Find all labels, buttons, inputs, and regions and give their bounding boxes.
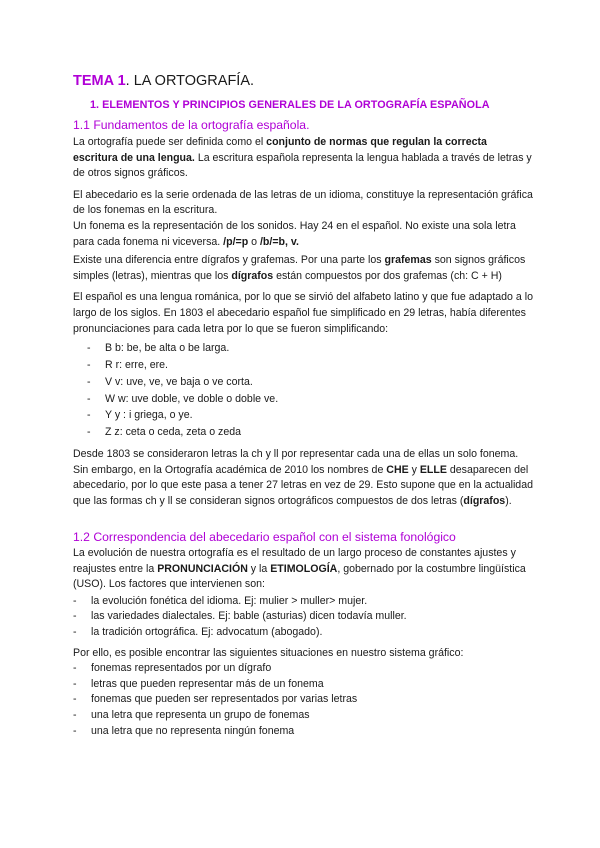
paragraph-situaciones: Por ello, es posible encontrar las siguientes situaciones en nuestro sistema gráfico: <box>73 646 464 659</box>
paragraph-1803 <box>73 447 533 509</box>
list-item: - fonemas que pueden ser representados por varias letras <box>73 692 533 708</box>
list-item: - V v: uve, ve, ve baja o ve corta. <box>87 374 533 391</box>
text-run: , gobernado por la costumbre lingüística (USO). Los factores que intervienen son: <box>73 562 526 591</box>
list-item: - una letra que no representa ningún fonema <box>73 724 533 740</box>
paragraph-evolucion <box>73 546 533 593</box>
title-text: LA ORTOGRAFÍA. <box>129 73 255 89</box>
paragraph-abecedario: El abecedario es la serie ordenada de las letras de un idioma, constituye la representación gráfica de los fonemas en la escritura. <box>73 188 533 217</box>
bold-run: /p/=p <box>223 235 249 248</box>
list-item: - Z z: ceta o ceda, zeta o zeda <box>87 424 533 441</box>
list-item: - fonemas representados por un dígrafo <box>73 661 533 677</box>
bold-run: /b/=b, v. <box>259 235 299 248</box>
bold-run: grafemas <box>384 254 432 267</box>
text-run: Desde 1803 se consideraron letras la ch y ll por representar cada una de ellas un solo fonema. Sin embargo, en la Ortografía académica de 2010 los nombres de <box>73 447 519 476</box>
section-2 <box>73 529 533 739</box>
text-run: La evolución de nuestra ortografía es el resultado de un largo proceso de constantes ajustes y reajustes entre la <box>73 547 516 575</box>
list-item: - R r: erre, ere. <box>87 357 533 374</box>
text-run: y <box>408 463 420 476</box>
text-run: y la <box>247 562 271 575</box>
bold-run: ETIMOLOGÍA <box>270 562 338 575</box>
text-run: desaparecen del abecedario, por lo que este pasa a tener 27 letras en vez de 29. Esto supone que en la actualidad que las formas ch y ll se consideran signos ortográficos compuestos de dos letras ( <box>73 463 533 507</box>
list-item: - letras que pueden representar más de un fonema <box>73 677 533 693</box>
bold-run: PRONUNCIACIÓN <box>157 562 248 575</box>
paragraph-fonema <box>73 219 533 250</box>
text-run: o <box>248 235 260 248</box>
list-item: - W w: uve doble, ve doble o doble ve. <box>87 391 533 408</box>
bold-run: CHE <box>386 463 409 476</box>
text-run: Existe una diferencia entre dígrafos y grafemas. Por una parte los <box>73 254 385 267</box>
text-run: La ortografía puede ser definida como el <box>73 136 267 148</box>
heading-1: 1. ELEMENTOS Y PRINCIPIOS GENERALES DE LA ORTOGRAFÍA ESPAÑOLA <box>90 99 490 111</box>
page-title <box>73 72 533 90</box>
list-item: - la tradición ortográfica. Ej: advocatum (abogado). <box>73 625 533 641</box>
text-run: están compuestos por dos grafemas (ch: C + H) <box>273 269 502 282</box>
bold-run: conjunto de normas que regulan la correcta escritura de una lengua. <box>73 136 487 164</box>
paragraph-ortografia <box>73 135 533 182</box>
letters-list <box>87 340 533 441</box>
list-item: - la evolución fonética del idioma. Ej: mulier > muller> mujer. <box>73 594 533 610</box>
list-item: - una letra que representa un grupo de fonemas <box>73 708 533 724</box>
list-item: - Y y : i griega, o ye. <box>87 407 533 424</box>
text-run: La escritura española representa la lengua hablada a través de letras y de otros signos gráficos. <box>73 151 532 180</box>
bold-run: dígrafos <box>231 269 274 282</box>
text-run: son signos gráficos simples (letras), mientras que los <box>73 254 526 282</box>
list-item: - las variedades dialectales. Ej: bable (asturias) dicen todavía muller. <box>73 609 533 625</box>
paragraph-digrafos <box>73 253 533 284</box>
factors-list <box>73 594 533 641</box>
section-1-title: 1.1 Fundamentos de la ortografía española. <box>73 118 310 132</box>
situations-list <box>73 661 533 739</box>
list-item: - B b: be, be alta o be larga. <box>87 340 533 357</box>
text-run: ). <box>505 494 512 507</box>
title-number: TEMA 1 <box>73 73 126 89</box>
paragraph-espanol: El español es una lengua románica, por lo que se sirvió del alfabeto latino y que fue adaptado a lo largo de los siglos. En 1803 el abecedario español fue simplificado en 29 letras, había diferentes pronunciaciones para cada letra por lo que se fueron simplificando: <box>73 291 533 335</box>
section-2-title: 1.2 Correspondencia del abecedario español con el sistema fonológico <box>73 530 456 544</box>
text-run: Un fonema es la representación de los sonidos. Hay 24 en el español. No existe una sola letra para cada fonema ni viceversa. <box>73 219 516 248</box>
title-dot: . <box>125 73 130 89</box>
bold-run: dígrafos <box>463 494 506 507</box>
section-1 <box>73 117 533 509</box>
bold-run: ELLE <box>419 463 447 476</box>
